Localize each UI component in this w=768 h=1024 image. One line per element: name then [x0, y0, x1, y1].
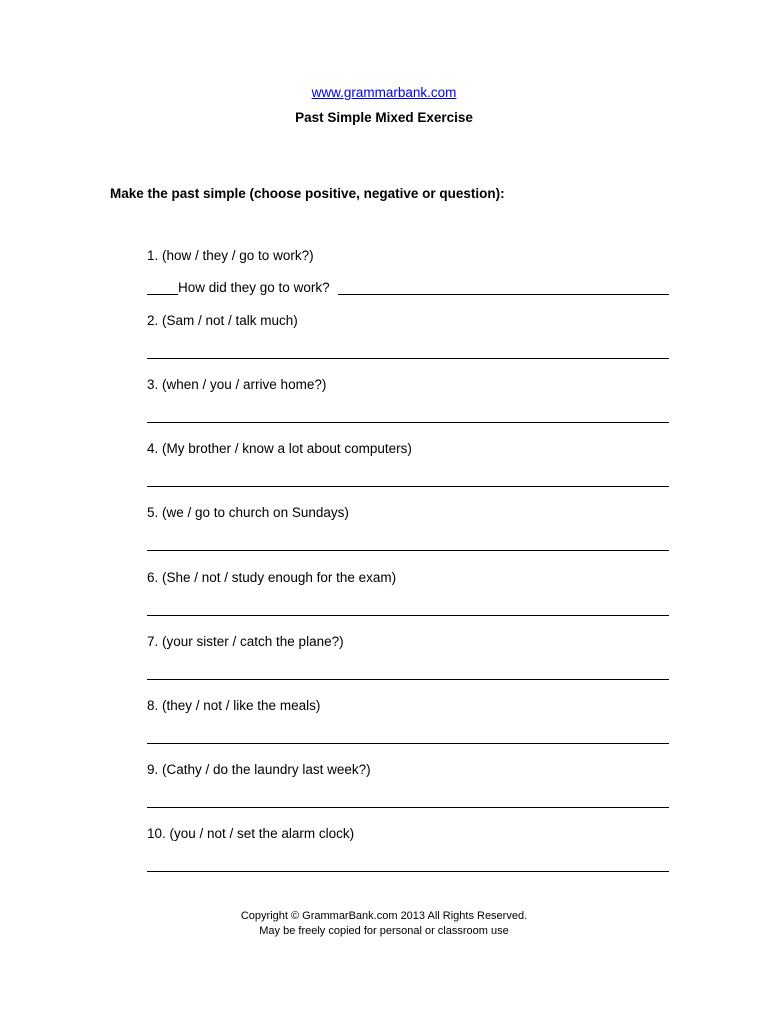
page-title: Past Simple Mixed Exercise [295, 110, 473, 125]
answer-line-5[interactable] [147, 550, 669, 551]
question-4: 4. (My brother / know a lot about computers) [147, 441, 412, 456]
answer-line-10[interactable] [147, 871, 669, 872]
question-10: 10. (you / not / set the alarm clock) [147, 826, 355, 841]
footer [0, 909, 768, 939]
copyright-notice: Copyright © GrammarBank.com 2013 All Rights Reserved. [240, 910, 528, 922]
answer-line-6[interactable] [147, 615, 669, 616]
site-link[interactable]: www.grammarbank.com [311, 85, 457, 100]
answer-line-8[interactable] [147, 743, 669, 744]
answer-line-tail [338, 294, 669, 295]
answer-line-2[interactable] [147, 358, 669, 359]
question-3: 3. (when / you / arrive home?) [147, 377, 327, 392]
question-7: 7. (your sister / catch the plane?) [147, 634, 344, 649]
answer-line-9[interactable] [147, 807, 669, 808]
question-9: 9. (Cathy / do the laundry last week?) [147, 762, 371, 777]
answer-line-4[interactable] [147, 486, 669, 487]
question-1: 1. (how / they / go to work?) [147, 248, 314, 263]
example-answer-row [147, 280, 669, 296]
question-8: 8. (they / not / like the meals) [147, 698, 321, 713]
instructions: Make the past simple (choose positive, negative or question): [110, 186, 505, 201]
question-6: 6. (She / not / study enough for the exam) [147, 570, 397, 585]
answer-line-3[interactable] [147, 422, 669, 423]
usage-notice: May be freely copied for personal or classroom use [259, 925, 509, 937]
question-2: 2. (Sam / not / talk much) [147, 313, 298, 328]
example-answer: How did they go to work? [178, 280, 330, 295]
answer-line-7[interactable] [147, 679, 669, 680]
answer-line-lead [147, 294, 178, 295]
question-5: 5. (we / go to church on Sundays) [147, 505, 349, 520]
